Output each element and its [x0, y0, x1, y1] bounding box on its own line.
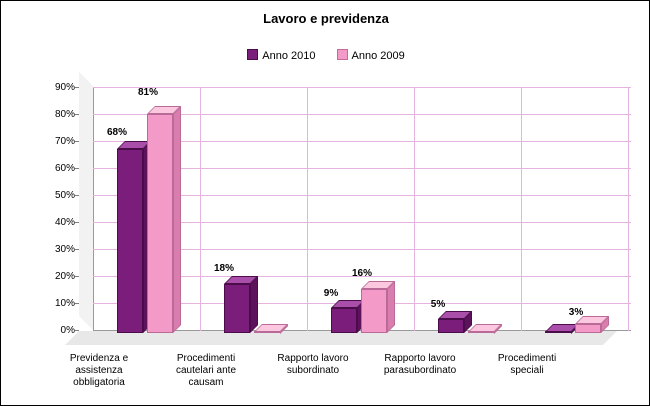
bar-side [250, 276, 258, 333]
category-label-line: causam [188, 377, 224, 388]
plot-left-wall [79, 72, 94, 331]
category-label-subordinato [257, 353, 369, 377]
chart-title: Lavoro e previdenza [263, 11, 389, 26]
category-label-line: parasubordinato [383, 365, 457, 376]
category-label-line: obbligatoria [73, 377, 125, 388]
category-gridline [414, 87, 415, 331]
data-label-anno-2009-subordinato: 16% [351, 268, 372, 279]
category-gridline [628, 87, 629, 331]
bar-face [117, 149, 143, 333]
bar-anno-2009-cautelari [254, 332, 280, 333]
bar-face [147, 114, 173, 333]
category-label-line: Procedimenti [497, 353, 557, 364]
category-gridline [200, 87, 201, 331]
bar-anno-2010-parasubordinato [438, 319, 464, 333]
chart-legend [1, 49, 650, 62]
data-label-anno-2010-parasubordinato: 5% [430, 299, 446, 310]
data-label-anno-2010-previdenza: 68% [106, 127, 127, 138]
bar-anno-2010-subordinato [331, 308, 357, 333]
category-label-line: cautelari ante [175, 365, 237, 376]
y-tick-label: 10% [54, 298, 75, 309]
bar-face [331, 308, 357, 333]
plot-floor [65, 331, 617, 345]
bar-anno-2009-speciali [575, 324, 601, 333]
plot-area [79, 87, 631, 345]
legend-entry-anno-2010 [247, 49, 315, 62]
category-label-line: subordinato [286, 365, 340, 376]
legend-swatch-anno-2010 [247, 49, 258, 60]
bar-anno-2009-subordinato [361, 289, 387, 333]
legend-label-anno-2010: Anno 2010 [262, 50, 316, 62]
category-label-parasubordinato [364, 353, 476, 377]
legend-swatch-anno-2009 [337, 49, 348, 60]
category-gridline [521, 87, 522, 331]
y-tick-label: 30% [54, 244, 75, 255]
legend-entry-anno-2009 [337, 49, 405, 62]
bar-anno-2010-cautelari [224, 284, 250, 333]
bar-face [224, 284, 250, 333]
y-tick-label: 80% [54, 109, 75, 120]
bar-anno-2010-previdenza [117, 149, 143, 333]
y-axis [27, 82, 75, 345]
legend-label-anno-2009: Anno 2009 [351, 50, 405, 62]
bar-anno-2009-previdenza [147, 114, 173, 333]
category-label-line: assistenza [75, 365, 123, 376]
bar-face [575, 324, 601, 333]
y-tick-label: 90% [54, 82, 75, 93]
bar-face [361, 289, 387, 333]
y-tick-label: 40% [54, 217, 75, 228]
category-label-line: speciali [510, 365, 544, 376]
y-tick-label: 20% [54, 271, 75, 282]
category-label-line: Procedimenti [176, 353, 236, 364]
bar-anno-2010-speciali [545, 332, 571, 333]
category-label-line: Rapporto lavoro [277, 353, 349, 364]
y-tick-label: 70% [54, 136, 75, 147]
y-tick-label: 50% [54, 190, 75, 201]
gridline [93, 87, 631, 88]
data-label-anno-2010-subordinato: 9% [323, 288, 339, 299]
bar-face [438, 319, 464, 333]
data-label-anno-2010-cautelari: 18% [213, 263, 234, 274]
category-label-line: Previdenza e [69, 353, 129, 364]
category-label-cautelari [150, 353, 262, 389]
category-label-speciali [471, 353, 583, 377]
bar-side [173, 106, 181, 333]
data-label-anno-2009-speciali: 3% [568, 307, 584, 318]
y-tick-label: 0% [60, 325, 75, 336]
category-label-line: Rapporto lavoro [384, 353, 456, 364]
bar-side [387, 281, 395, 333]
data-label-anno-2009-previdenza: 81% [137, 87, 158, 98]
category-label-previdenza [43, 353, 155, 389]
y-tick-label: 60% [54, 163, 75, 174]
bar-anno-2009-parasubordinato [468, 332, 494, 333]
